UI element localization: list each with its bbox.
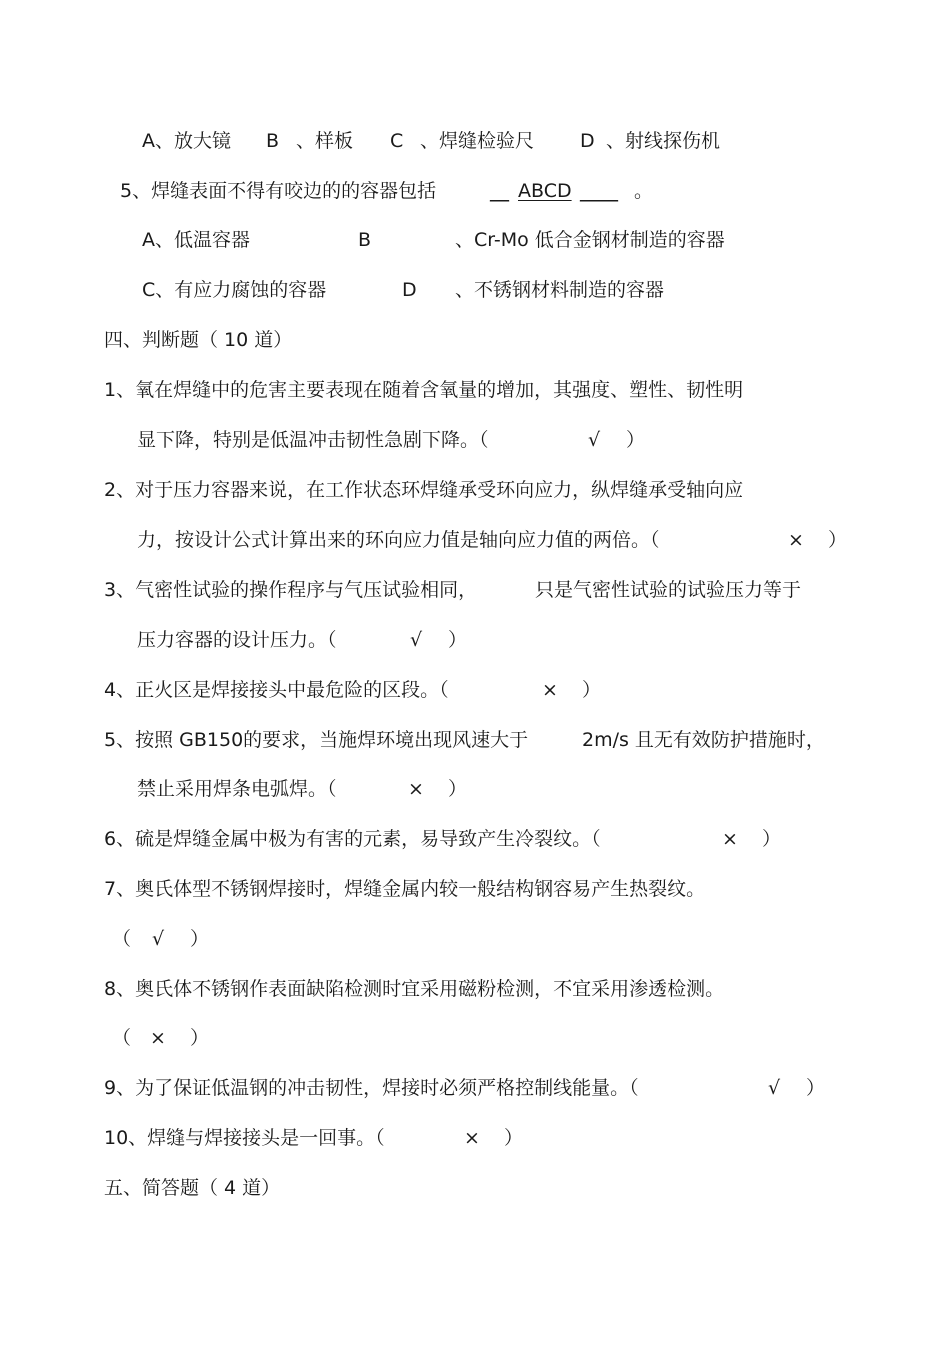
- answer-mark: √: [152, 928, 165, 950]
- item-text: 2、对于压力容器来说，在工作状态环焊缝承受环向应力，纵焊缝承受轴向应: [104, 479, 744, 501]
- item-text: 5、按照 GB150的要求，当施焊环境出现风速大于: [104, 729, 529, 751]
- option-b-letter: B: [266, 130, 280, 152]
- item-text: 3、气密性试验的操作程序与气压试验相同，: [104, 579, 478, 601]
- section-4-heading: 四、判断题（ 10 道）: [104, 329, 293, 351]
- option-b-text: 、样板: [296, 130, 354, 152]
- answer-mark: ×: [722, 828, 738, 850]
- q5-option-a: A、低温容器: [142, 229, 250, 251]
- close-paren: ）: [190, 928, 210, 950]
- answer-mark: ×: [150, 1027, 166, 1049]
- option-d-text: 、射线探伤机: [606, 130, 721, 152]
- close-paren: ）: [448, 778, 468, 800]
- option-a: A、放大镜: [142, 130, 231, 152]
- q5-blank-lead: __: [490, 180, 509, 202]
- open-paren: （: [112, 928, 132, 950]
- option-c-text: 、焊缝检验尺: [420, 130, 535, 152]
- q5-stem: 5、焊缝表面不得有咬边的的容器包括: [120, 180, 437, 202]
- option-d-letter: D: [580, 130, 595, 152]
- answer-mark: ×: [464, 1127, 480, 1149]
- item-text: 9、为了保证低温钢的冲击韧性，焊接时必须严格控制线能量。（: [104, 1077, 639, 1099]
- answer-mark: √: [410, 629, 423, 651]
- item-text: 7、奥氏体型不锈钢焊接时，焊缝金属内较一般结构钢容易产生热裂纹。: [104, 878, 706, 900]
- option-c-letter: C: [390, 130, 404, 152]
- q5-option-b-letter: B: [358, 229, 372, 251]
- q5-end: 。: [634, 180, 654, 202]
- item-text-b: 2m/s 且无有效防护措施时，: [582, 729, 825, 751]
- q5-option-d-letter: D: [402, 279, 417, 301]
- close-paren: ）: [828, 529, 848, 551]
- close-paren: ）: [190, 1027, 210, 1049]
- item-text: 8、奥氏体不锈钢作表面缺陷检测时宜采用磁粉检测，不宜采用渗透检测。: [104, 978, 725, 1000]
- q5-answer: ABCD: [518, 180, 572, 202]
- q5-option-c: C、有应力腐蚀的容器: [142, 279, 327, 301]
- section-5-heading: 五、简答题（ 4 道）: [104, 1177, 281, 1199]
- q5-blank-trail: ____: [580, 180, 618, 202]
- item-text-cont: 力，按设计公式计算出来的环向应力值是轴向应力值的两倍。（: [137, 529, 660, 551]
- close-paren: ）: [582, 679, 602, 701]
- answer-mark: √: [768, 1077, 781, 1099]
- item-text: 4、正火区是焊接接头中最危险的区段。（: [104, 679, 449, 701]
- item-text: 6、硫是焊缝金属中极为有害的元素，易导致产生冷裂纹。（: [104, 828, 601, 850]
- answer-mark: ×: [542, 679, 558, 701]
- close-paren: ）: [504, 1127, 524, 1149]
- item-text-b: 只是气密性试验的试验压力等于: [535, 579, 802, 601]
- item-text-cont: 压力容器的设计压力。（: [137, 629, 337, 651]
- q5-option-d-text: 、不锈钢材料制造的容器: [455, 279, 665, 301]
- q5-option-b-text: 、Cr-Mo 低合金钢材制造的容器: [455, 229, 725, 251]
- item-text-cont: 显下降，特别是低温冲击韧性急剧下降。（: [137, 429, 489, 451]
- answer-mark: √: [588, 429, 601, 451]
- close-paren: ）: [762, 828, 782, 850]
- open-paren: （: [112, 1027, 132, 1049]
- item-text: 10、焊缝与焊接接头是一回事。（: [104, 1127, 385, 1149]
- close-paren: ）: [448, 629, 468, 651]
- close-paren: ）: [626, 429, 646, 451]
- answer-mark: ×: [408, 778, 424, 800]
- item-text: 1、氧在焊缝中的危害主要表现在随着含氧量的增加，其强度、塑性、韧性明: [104, 379, 744, 401]
- item-text-cont: 禁止采用焊条电弧焊。（: [137, 778, 337, 800]
- answer-mark: ×: [788, 529, 804, 551]
- close-paren: ）: [806, 1077, 826, 1099]
